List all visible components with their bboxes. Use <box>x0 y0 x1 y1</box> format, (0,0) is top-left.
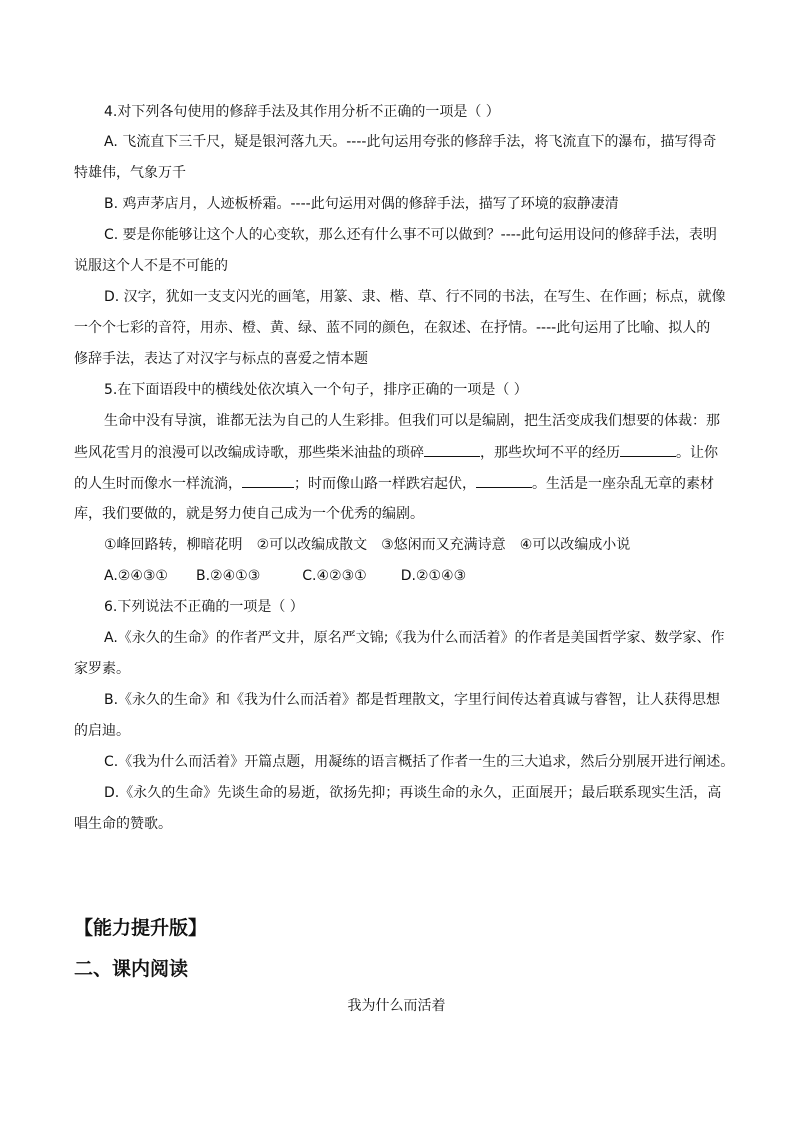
question-6-option-a-line2: 家罗素。 <box>74 661 130 677</box>
question-6-option-b-line2: 的启迪。 <box>74 723 130 739</box>
sentence-item: ④可以改编成小说 <box>519 537 631 553</box>
question-4-option-d-line1: D. 汉字，犹如一支支闪光的画笔，用篆、隶、楷、草、行不同的书法，在写生、在作画；标点，就像 <box>104 289 726 305</box>
sentence-item: ③悠闲而又充满诗意 <box>381 537 506 553</box>
question-5-passage-line3 <box>0 473 793 494</box>
question-5-passage-line4: 库，我们要做的，就是努力使自己成为一个优秀的编剧。 <box>74 506 424 522</box>
answer-option: B.②④①③ <box>195 568 261 584</box>
question-4-stem: 4.对下列各句使用的修辞手法及其作用分析不正确的一项是（ ） <box>104 104 500 120</box>
question-6-option-a-line1: A.《永久的生命》的作者严文井，原名严文锦;《我为什么而活着》的作者是美国哲学家、数学家、作 <box>104 630 725 646</box>
section-level-heading: 【能力提升版】 <box>74 917 208 939</box>
question-4-option-b: B. 鸡声茅店月，人迹板桥霜。----此句运用对偶的修辞手法，描写了环境的寂静凄清 <box>104 196 619 212</box>
question-5-items <box>0 535 793 555</box>
question-6-option-d-line1: D.《永久的生命》先谈生命的易逝，欲扬先抑；再谈生命的永久，正面展开；最后联系现实生活，高 <box>104 785 722 801</box>
passage-text: 的人生时而像水一样流淌， <box>74 476 242 492</box>
question-6-option-c: C.《我为什么而活着》开篇点题，用凝练的语言概括了作者一生的三大追求，然后分别展开进行阐述。 <box>104 754 735 770</box>
question-6-option-d-line2: 唱生命的赞歌。 <box>74 816 172 832</box>
passage-text: 些风花雪月的浪漫可以改编成诗歌，那些柴米油盐的琐碎 <box>74 445 424 461</box>
question-6-stem: 6.下列说法不正确的一项是（ ） <box>104 599 304 615</box>
question-4-option-a-line1: A. 飞流直下三千尺，疑是银河落九天。----此句运用夸张的修辞手法，将飞流直下的瀑布，描写得奇 <box>104 134 717 150</box>
question-4-option-d-line3: 修辞手法，表达了对汉字与标点的喜爱之情本题 <box>74 351 368 367</box>
question-5-stem: 5.在下面语段中的横线处依次填入一个句子，排序正确的一项是（ ） <box>104 382 528 398</box>
question-4-option-c-line2: 说服这个人不是不可能的 <box>74 258 228 274</box>
blank-line <box>620 442 676 457</box>
blank-line <box>424 442 480 457</box>
question-5-passage-line2 <box>0 442 793 463</box>
blank-line <box>476 473 532 488</box>
passage-text: 。生活是一座杂乱无章的素材 <box>532 476 714 492</box>
answer-option: C.④②③① <box>302 568 367 584</box>
question-5-passage-line1: 生命中没有导演，谁都无法为自己的人生彩排。但我们可以是编剧，把生活变成我们想要的体裁：那 <box>104 413 720 429</box>
question-6-option-b-line1: B.《永久的生命》和《我为什么而活着》都是哲理散文，字里行间传达着真诚与睿智，让人获得思想 <box>104 692 721 708</box>
question-5-options <box>0 566 793 586</box>
reading-title: 我为什么而活着 <box>347 998 446 1014</box>
blank-line <box>242 473 294 488</box>
question-4-option-a-line2: 特雄伟，气象万千 <box>74 165 186 181</box>
passage-text: ，那些坎坷不平的经历 <box>480 445 620 461</box>
sentence-item: ②可以改编成散文 <box>256 537 368 553</box>
passage-text: ；时而像山路一样跌宕起伏， <box>294 476 476 492</box>
question-4-option-c-line1: C. 要是你能够让这个人的心变软，那么还有什么事不可以做到？----此句运用设问的修辞手法，表明 <box>104 227 717 243</box>
answer-option: A.②④③① <box>104 568 168 584</box>
passage-text: 。让你 <box>676 445 718 461</box>
question-4-option-d-line2: 一个个七彩的音符，用赤、橙、黄、绿、蓝不同的颜色，在叙述、在抒情。----此句运用了比喻、拟人的 <box>74 320 711 336</box>
sentence-item: ①峰回路转，柳暗花明 <box>104 537 243 553</box>
answer-option: D.②①④③ <box>400 568 467 584</box>
section-part-heading: 二、课内阅读 <box>74 958 189 980</box>
